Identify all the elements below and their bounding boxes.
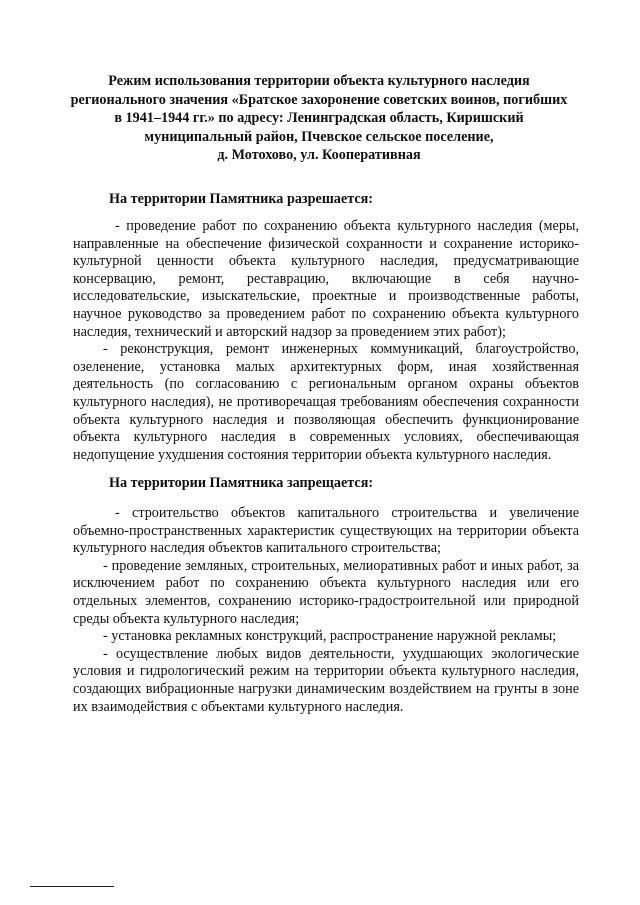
footnote-separator xyxy=(30,886,114,887)
allowed-list xyxy=(73,218,579,464)
forbidden-item-ecology: - осуществление любых видов деятельности, ухудшающих экологические условия и гидрологический режим на территории объекта культурного наследия, создающих вибрационные нагрузки динамическим воздействием на грунты в зоне их взаимодействия с объектами культурного наследия. xyxy=(73,645,579,715)
title-line: д. Мотохово, ул. Кооперативная xyxy=(217,147,421,164)
title-line: регионального значения «Братское захоронение советских воинов, погибших xyxy=(70,91,568,108)
allowed-heading: На территории Памятника разрешается: xyxy=(109,191,374,207)
forbidden-heading: На территории Памятника запрещается: xyxy=(109,475,374,491)
allowed-item-conservation: - проведение работ по сохранению объекта культурного наследия (меры, направленные на обеспечение физической сохранности и сохранение историко-культурной ценности объекта культурного наследия, предусматривающие консервацию, ремонт, реставрацию, включающие в себя научно-исследовательские, изыскательские, проектные и производственные работы, научное руководство за проведением работ по сохранению объекта культурного наследия, технический и авторский надзор за проведением этих работ); xyxy=(73,218,579,340)
allowed-item-reconstruction: - реконструкция, ремонт инженерных коммуникаций, благоустройство, озеленение, установка малых архитектурных форм, иная хозяйственная деятельность (по согласованию с региональным органом охраны объектов культурного наследия), не противоречащая требованиям обеспечения сохранности объекта культурного наследия и позволяющая обеспечить функционирование объекта культурного наследия в современных условиях, обеспечивающая недопущение ухудшения состояния территории объекта культурного наследия. xyxy=(73,341,579,463)
forbidden-item-advertising: - установка рекламных конструкций, распространение наружной рекламы; xyxy=(103,628,557,645)
forbidden-item-construction: - строительство объектов капитального строительства и увеличение объемно-пространственных характеристик существующих на территории объекта культурного наследия объектов капитального строительства; xyxy=(73,505,579,557)
forbidden-item-earthworks: - проведение земляных, строительных, мелиоративных работ и иных работ, за исключением работ по сохранению объекта культурного наследия или его отдельных элементов, сохранению историко-градостроительной или природной среды объекта культурного наследия; xyxy=(73,557,579,627)
title-line: муниципальный район, Пчевское сельское поселение, xyxy=(144,128,494,145)
document-title xyxy=(64,72,574,165)
forbidden-list xyxy=(73,505,579,716)
title-line: Режим использования территории объекта культурного наследия xyxy=(108,73,530,89)
title-line: в 1941–1944 гг.» по адресу: Ленинградская область, Киришский xyxy=(114,110,524,127)
